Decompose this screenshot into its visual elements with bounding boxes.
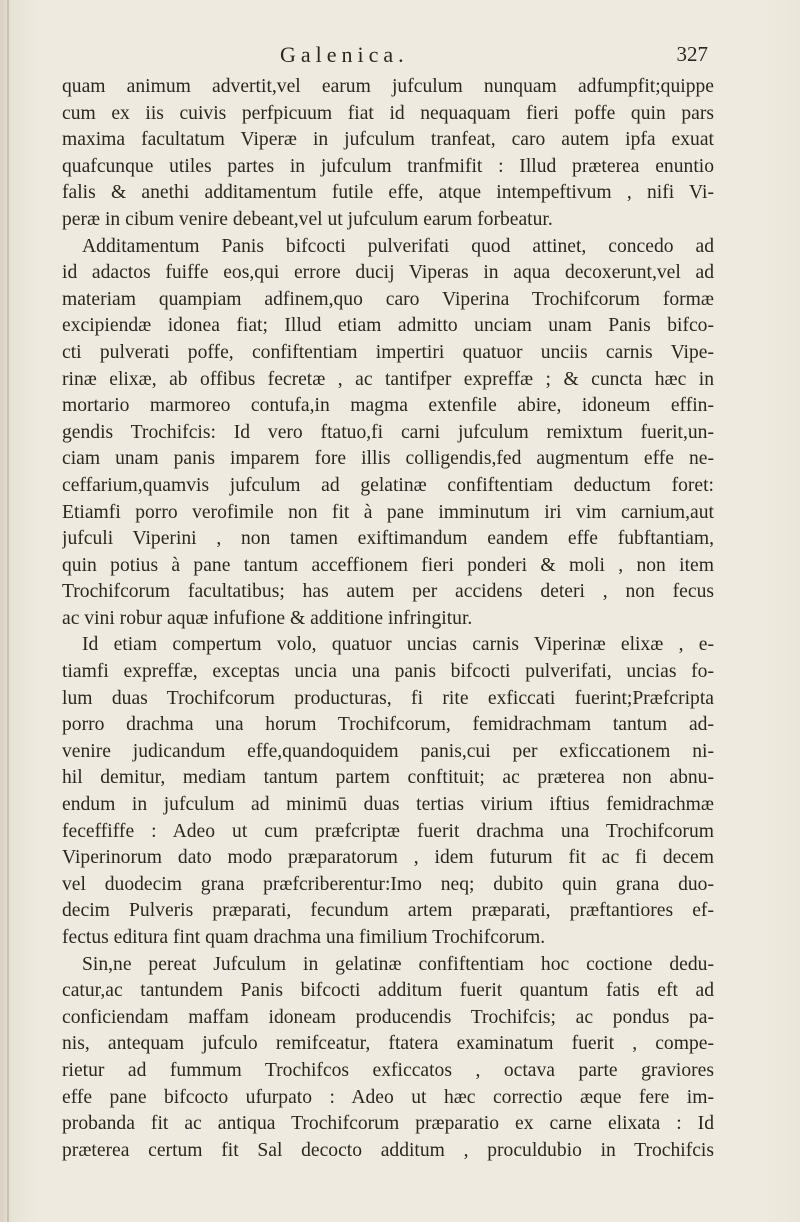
text-line: cti pulverati poffe, confiftentiam impertiri quatuor unciis carnis Vipe- xyxy=(62,341,714,363)
text-line: lum duas Trochifcorum producturas, fi rite exficcati fuerint;Præfcripta xyxy=(62,687,714,709)
text-line: catur,ac tantundem Panis bifcocti additum fuerit quantum fatis eft ad xyxy=(62,980,714,1002)
text-line: excipiendæ idonea fiat; Illud etiam admitto unciam unam Panis bifco- xyxy=(62,315,714,337)
text-line: falis & anethi additamentum futile effe, atque intempeftivum , nifi Vi- xyxy=(62,182,714,204)
text-line: Sin,ne pereat Jufculum in gelatinæ confiftentiam hoc coctione dedu- xyxy=(82,953,714,975)
text-line: id adactos fuiffe eos,qui errore ducij Viperas in aqua decoxerunt,vel ad xyxy=(62,262,714,284)
text-line: prætereа certum fit Sal decocto additum , proculdubio in Trochifcis xyxy=(62,1139,714,1161)
text-line: tiamfi expreffæ, exceptas uncia una panis bifcocti pulverifati, uncias fo- xyxy=(62,661,714,683)
text-line: Viperinorum dato modo præparatorum , idem futurum fit ac fi decem xyxy=(62,847,714,869)
text-line: quin potius à pane tantum acceffionem fieri ponderi & moli , non item xyxy=(62,554,714,576)
text-line: nis, antequam jufculo remifceatur, ftatera examinatum fuerit , compe- xyxy=(62,1033,714,1055)
text-line: cum ex iis cuivis perfpicuum fiat id nequaquam fieri poffe quin pars xyxy=(62,102,714,124)
text-line: endum in jufculum ad minimū duas tertias virium iftius femidrachmæ xyxy=(62,794,714,816)
text-line: conficiendam maffam idoneam producendis Trochifcis; ac pondus pa- xyxy=(62,1006,714,1028)
text-line: quafcunque utiles partes in jufculum tranfmifit : Illud præterea enuntio xyxy=(62,155,714,177)
page-number: 327 xyxy=(676,42,708,66)
page-header xyxy=(60,40,740,70)
text-line: Trochifcorum facultatibus; has autem per accidens deteri , non fecus xyxy=(62,581,714,603)
text-line: mortario marmoreo contufa,in magma extenfile abire, idoneum effin- xyxy=(62,395,714,417)
text-line: maxima facultatum Viperæ in jufculum tranfeat, caro autem ipfa exuat xyxy=(62,129,714,151)
text-line: rietur ad fummum Trochifcos exficcatos , octava parte graviores xyxy=(62,1059,714,1081)
text-line: ciam unam panis imparem fore illis colligendis,fed augmentum effe ne- xyxy=(62,448,714,470)
text-line: quam animum advertit,vel earum jufculum nunquam adfumpfit;quippe xyxy=(62,76,714,97)
text-line: rinæ elixæ, ab offibus fecretæ , ac tantifper expreffæ ; & cuncta hæc in xyxy=(62,368,714,390)
text-line: ceffarium,quamvis jufculum ad gelatinæ confiftentiam deductum foret: xyxy=(62,474,714,496)
binding-gutter xyxy=(7,0,9,1222)
text-line: jufculi Viperini , non tamen exiftimandum eandem effe fubftantiam, xyxy=(62,528,714,550)
text-line: effe pane bifcocto ufurpato : Adeo ut hæc correctio æque fere im- xyxy=(62,1086,714,1108)
body-text xyxy=(62,74,714,1164)
text-line: probanda fit ac antiqua Trochifcorum præparatio ex carne elixata : Id xyxy=(62,1113,714,1135)
text-line: Additamentum Panis bifcocti pulverifati quod attinet, concedo ad xyxy=(82,235,714,257)
text-line: fectus editura fint quam drachma una fimilium Trochifcorum. xyxy=(62,927,546,948)
text-line: ac vini robur aquæ infufione & additione infringitur. xyxy=(62,607,473,629)
running-head: Galenica. xyxy=(280,42,409,67)
text-line: feceffiffe : Adeo ut cum præfcriptæ fuerit drachma una Trochifcorum xyxy=(62,820,714,842)
text-line: peræ in cibum venire debeant,vel ut jufculum earum forbeatur. xyxy=(62,208,553,230)
text-line: hil demitur, mediam tantum partem conftituit; ac prætereа non abnu- xyxy=(62,767,714,789)
text-line: Id etiam compertum volo, quatuor uncias carnis Viperinæ elixæ , e- xyxy=(82,634,714,656)
text-line: venire judicandum effe,quandoquidem panis,cui per exficcationem ni- xyxy=(62,740,714,762)
text-line: vel duodecim grana præfcriberentur:Imo neq; dubito quin grana duo- xyxy=(62,873,714,895)
text-line: gendis Trochifcis: Id vero ftatuo,fi carni jufculum remixtum fuerit,un- xyxy=(62,421,714,443)
text-line: porro drachma una horum Trochifcorum, femidrachmam tantum ad- xyxy=(62,714,714,736)
text-line: Etiamfi porro verofimile non fit à pane imminutum iri vim carnium,aut xyxy=(62,501,714,523)
text-line: decim Pulveris præparati, fecundum artem præparati, præftantiores ef- xyxy=(62,900,714,922)
text-line: materiam quampiam adfinem,quo caro Viperina Trochifcorum formæ xyxy=(62,288,714,310)
